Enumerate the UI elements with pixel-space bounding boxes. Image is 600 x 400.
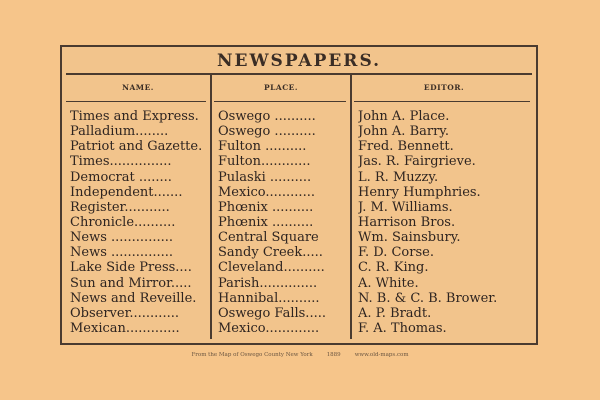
header-name: NAME.: [122, 83, 154, 92]
place-cell: Cleveland..........: [218, 260, 325, 276]
editor-cell: L. R. Muzzy.: [358, 169, 439, 185]
newspaper-name-cell: Democrat ........: [70, 169, 172, 185]
newspaper-name-cell: Independent.......: [70, 184, 183, 200]
editor-cell: Jas. R. Fairgrieve.: [358, 154, 476, 170]
editor-cell: Henry Humphries.: [358, 184, 481, 200]
place-cell: Phœnix ..........: [218, 199, 314, 215]
newspaper-name-cell: News and Reveille.: [70, 290, 197, 306]
newspaper-name-cell: Times...............: [70, 154, 172, 170]
footer-year: 1889: [326, 352, 341, 358]
header-editor: EDITOR.: [423, 83, 465, 92]
divider: [66, 101, 206, 102]
editor-cell: John A. Barry.: [358, 124, 450, 140]
place-cell: Pulaski ..........: [218, 169, 312, 185]
newspaper-name-cell: Register...........: [70, 199, 170, 215]
newspapers-table: [60, 45, 538, 345]
footer: [0, 352, 600, 358]
place-cell: Oswego ..........: [218, 109, 316, 124]
place-cell: Central Square: [218, 230, 319, 246]
place-cell: Hannibal..........: [218, 290, 320, 306]
header-place: PLACE.: [263, 83, 299, 92]
column-divider: [350, 74, 352, 339]
newspaper-name-cell: Lake Side Press....: [70, 260, 192, 276]
newspaper-name-cell: News ...............: [70, 230, 173, 246]
newspaper-name-cell: Times and Express.: [70, 109, 199, 124]
place-cell: Phœnix ..........: [218, 214, 314, 230]
newspaper-name-cell: Patriot and Gazette.: [70, 139, 203, 155]
newspaper-name-cell: Palladium........: [70, 124, 169, 140]
place-cell: Mexico............: [218, 184, 315, 200]
newspaper-name-cell: Mexican.............: [70, 320, 180, 336]
editor-cell: A. P. Bradt.: [358, 305, 432, 321]
editor-cell: C. R. King.: [358, 260, 429, 276]
place-cell: Parish..............: [218, 275, 318, 291]
editor-cell: Harrison Bros.: [358, 214, 456, 230]
column-divider: [210, 74, 212, 339]
newspaper-name-cell: News ...............: [70, 245, 173, 261]
editor-cell: N. B. & C. B. Brower.: [358, 290, 498, 306]
editor-column: [358, 109, 534, 336]
place-cell: Oswego ..........: [218, 124, 316, 140]
footer-url: www.old-maps.com: [354, 352, 409, 358]
divider: [66, 73, 532, 75]
place-cell: Fulton ..........: [218, 139, 307, 155]
place-cell: Fulton............: [218, 154, 311, 170]
name-column: [70, 109, 208, 336]
table-title: NEWSPAPERS.: [216, 51, 382, 71]
place-cell: Oswego Falls.....: [218, 305, 326, 321]
editor-cell: Fred. Bennett.: [358, 139, 454, 155]
editor-cell: Wm. Sainsbury.: [358, 230, 461, 246]
editor-cell: F. A. Thomas.: [358, 320, 447, 336]
editor-cell: A. White.: [358, 275, 419, 291]
divider: [354, 101, 530, 102]
editor-cell: J. M. Williams.: [358, 199, 453, 215]
newspaper-name-cell: Sun and Mirror.....: [70, 275, 192, 291]
newspaper-name-cell: Observer............: [70, 305, 179, 321]
footer-source: From the Map of Oswego County New York: [191, 352, 313, 358]
newspaper-name-cell: Chronicle..........: [70, 214, 176, 230]
place-cell: Sandy Creek.....: [218, 245, 323, 261]
place-cell: Mexico.............: [218, 320, 320, 336]
divider: [214, 101, 346, 102]
bottom-rule: [72, 343, 528, 344]
place-column: [218, 109, 348, 336]
editor-cell: F. D. Corse.: [358, 245, 434, 261]
editor-cell: John A. Place.: [358, 109, 450, 124]
